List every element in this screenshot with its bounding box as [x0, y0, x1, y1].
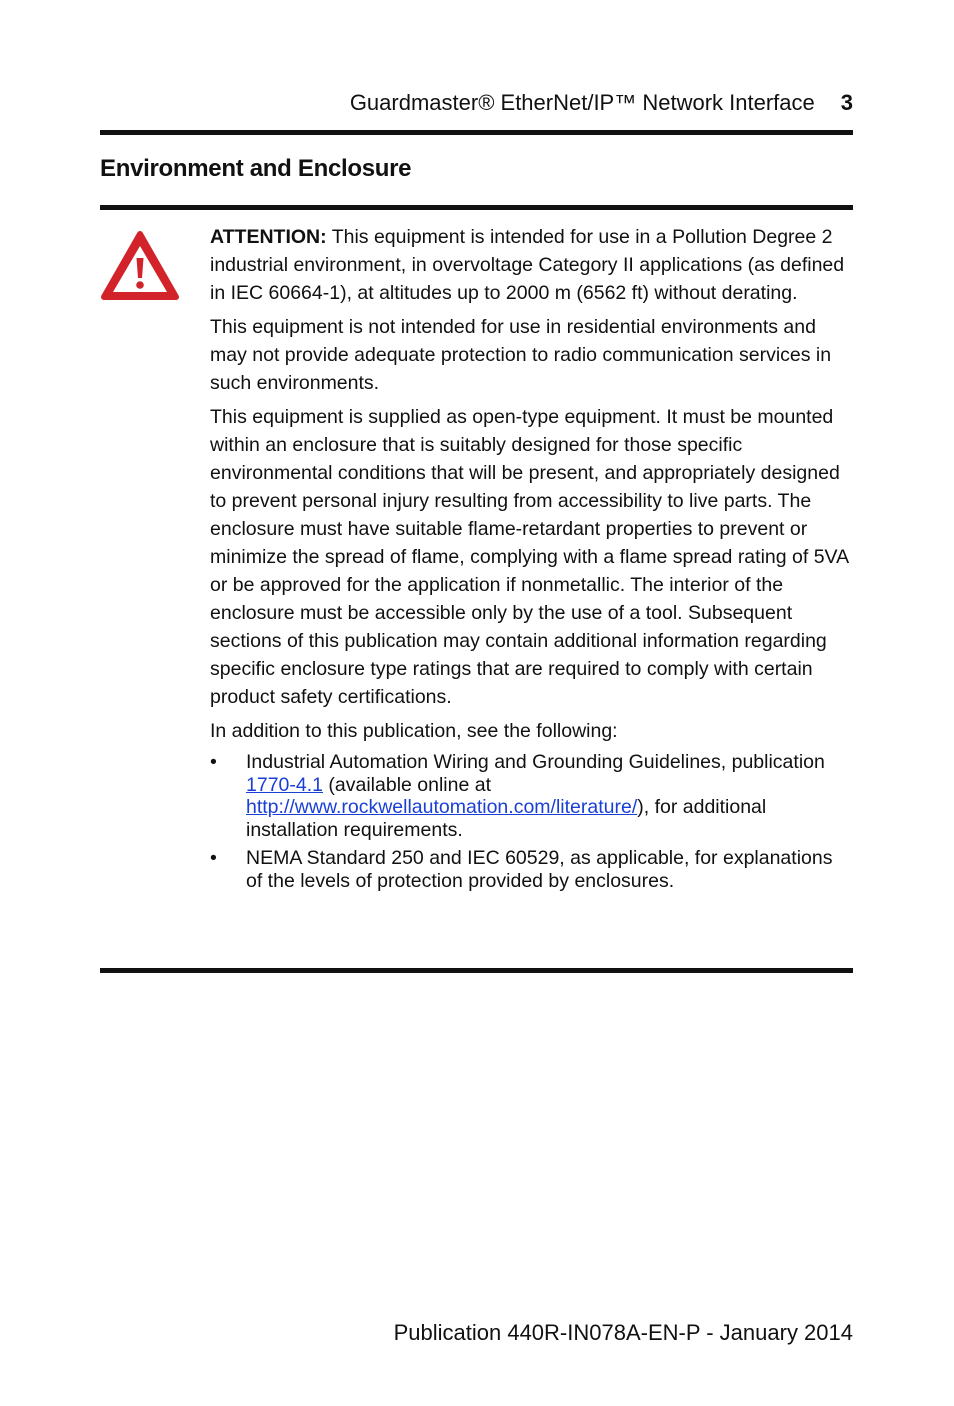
- attention-paragraph-4: In addition to this publication, see the following:: [210, 720, 618, 742]
- bullet-text: Industrial Automation Wiring and Grounding Guidelines, publication: [246, 751, 825, 773]
- bullet-text: (available online at: [322, 773, 492, 796]
- header-rule: [100, 130, 853, 135]
- warning-triangle-icon: [100, 230, 180, 302]
- running-header: [100, 90, 853, 120]
- attention-box-top-rule: [100, 205, 853, 210]
- bullet-mark: •: [210, 847, 217, 869]
- bullet-text: ), for additional installation requirements.: [246, 796, 767, 841]
- attention-paragraph-1-text: This equipment is intended for use in a Pollution Degree 2 industrial environment, in overvoltage Category II applications (as defined in IEC 60664-1), at altitudes up to 2000 m (6562 ft) without derating.: [210, 226, 845, 304]
- attention-paragraph-3: This equipment is supplied as open-type equipment. It must be mounted within an enclosure that is suitably designed for those specific environmental conditions that will be present, and appropriately designed to prevent personal injury resulting from accessibility to live parts. The enclosure must have suitable flame-retardant properties to prevent or minimize the spread of flame, complying with a flame spread rating of 5VA or be approved for the application if nonmetallic. The interior of the enclosure must be accessible only by the use of a tool. Subsequent sections of this publication may contain additional information regarding specific enclosure type ratings that are required to comply with certain product safety certifications.: [210, 406, 849, 708]
- list-item: [210, 751, 853, 841]
- attention-label: ATTENTION:: [210, 226, 327, 248]
- attention-body: [210, 223, 853, 898]
- list-item: [210, 847, 853, 892]
- section-title: Environment and Enclosure: [100, 155, 412, 182]
- literature-url-link[interactable]: http://www.rockwellautomation.com/literature/: [246, 796, 638, 818]
- attention-paragraph-2: This equipment is not intended for use in residential environments and may not provide adequate protection to radio communication services in such environments.: [210, 316, 832, 394]
- bullet-mark: •: [210, 751, 217, 773]
- header-title: Guardmaster® EtherNet/IP™ Network Interface: [349, 90, 815, 115]
- publication-footer: Publication 440R-IN078A-EN-P - January 2014: [393, 1320, 853, 1345]
- attention-box-bottom-rule: [100, 968, 853, 973]
- reference-list: [210, 751, 853, 892]
- attention-paragraph-1: [210, 223, 853, 307]
- publication-link[interactable]: 1770-4.1: [246, 773, 323, 796]
- page-number: 3: [840, 90, 853, 115]
- bullet-text: NEMA Standard 250 and IEC 60529, as applicable, for explanations of the levels of protection provided by enclosures.: [246, 847, 833, 892]
